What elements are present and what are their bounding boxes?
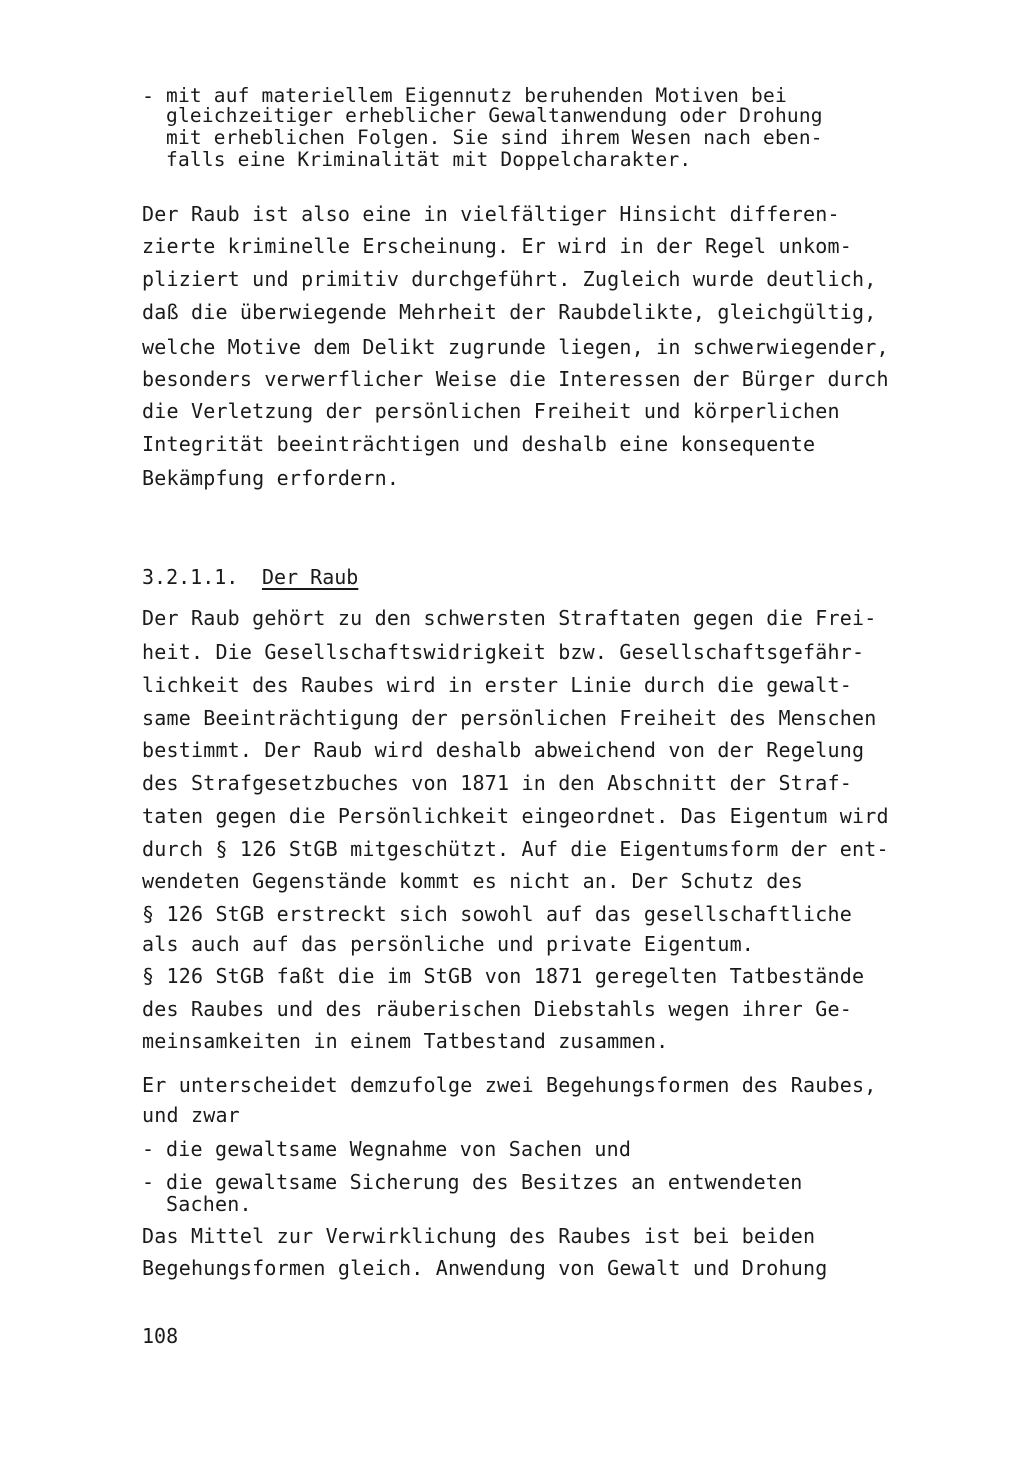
paragraph-line: und zwar (142, 1103, 240, 1127)
paragraph-line: Bekämpfung erfordern. (142, 466, 400, 490)
paragraph-line: Integrität beeinträchtigen und deshalb eine konsequente (142, 432, 816, 456)
paragraph-line: wendeten Gegenstände kommt es nicht an. Der Schutz des (142, 869, 804, 893)
paragraph-line: daß die überwiegende Mehrheit der Raubdelikte, gleichgültig, (142, 300, 877, 324)
paragraph-line: des Raubes und des räuberischen Diebstahls wegen ihrer Ge- (142, 997, 852, 1021)
paragraph-line: same Beeinträchtigung der persönlichen Freiheit des Menschen (142, 706, 877, 730)
paragraph-line: Das Mittel zur Verwirklichung des Raubes ist bei beiden (142, 1224, 816, 1248)
paragraph-line: pliziert und primitiv durchgeführt. Zugleich wurde deutlich, (142, 267, 877, 291)
section-number: 3.2.1.1. (142, 565, 239, 589)
list-dash: - (142, 84, 155, 108)
list-item: Sachen. (166, 1192, 252, 1216)
list-item: die gewaltsame Sicherung des Besitzes an entwendeten (166, 1170, 803, 1194)
paragraph-line: die Verletzung der persönlichen Freiheit und körperlichen (142, 399, 840, 423)
paragraph-line: besonders verwerflicher Weise die Interessen der Bürger durch (142, 367, 889, 391)
intro-list-line: gleichzeitiger erheblicher Gewaltanwendung oder Drohung (166, 104, 823, 127)
list-dash: - (142, 1137, 155, 1161)
list-dash: - (142, 1170, 155, 1194)
paragraph-line: zierte kriminelle Erscheinung. Er wird in der Regel unkom- (142, 234, 852, 258)
paragraph-line: Begehungsformen gleich. Anwendung von Gewalt und Drohung (142, 1256, 828, 1280)
paragraph-line: § 126 StGB faßt die im StGB von 1871 geregelten Tatbestände (142, 964, 865, 988)
paragraph-line: durch § 126 StGB mitgeschützt. Auf die Eigentumsform der ent- (142, 837, 889, 861)
paragraph-line: Der Raub gehört zu den schwersten Straftaten gegen die Frei- (142, 606, 877, 630)
section-title: Der Raub (262, 565, 359, 589)
paragraph-line: meinsamkeiten in einem Tatbestand zusammen. (142, 1029, 669, 1053)
paragraph-line: Der Raub ist also eine in vielfältiger Hinsicht differen- (142, 202, 840, 226)
paragraph-line: taten gegen die Persönlichkeit eingeordnet. Das Eigentum wird (142, 804, 889, 828)
paragraph-line: Er unterscheidet demzufolge zwei Begehungsformen des Raubes, (142, 1073, 877, 1097)
intro-list-line: mit erheblichen Folgen. Sie sind ihrem Wesen nach eben- (166, 126, 823, 149)
paragraph-line: welche Motive dem Delikt zugrunde liegen, in schwerwiegender, (142, 335, 889, 359)
intro-list-line: falls eine Kriminalität mit Doppelcharakter. (166, 148, 692, 171)
paragraph-line: § 126 StGB erstreckt sich sowohl auf das gesellschaftliche (142, 902, 852, 926)
page-number: 108 (142, 1324, 179, 1348)
paragraph-line: bestimmt. Der Raub wird deshalb abweichend von der Regelung (142, 738, 865, 762)
paragraph-line: als auch auf das persönliche und private Eigentum. (142, 932, 755, 956)
list-item: die gewaltsame Wegnahme von Sachen und (166, 1137, 632, 1161)
paragraph-line: lichkeit des Raubes wird in erster Linie durch die gewalt- (142, 673, 852, 697)
paragraph-line: heit. Die Gesellschaftswidrigkeit bzw. Gesellschaftsgefähr- (142, 640, 865, 664)
paragraph-line: des Strafgesetzbuches von 1871 in den Abschnitt der Straf- (142, 771, 852, 795)
intro-list-line: mit auf materiellem Eigennutz beruhenden Motiven bei (166, 84, 787, 107)
